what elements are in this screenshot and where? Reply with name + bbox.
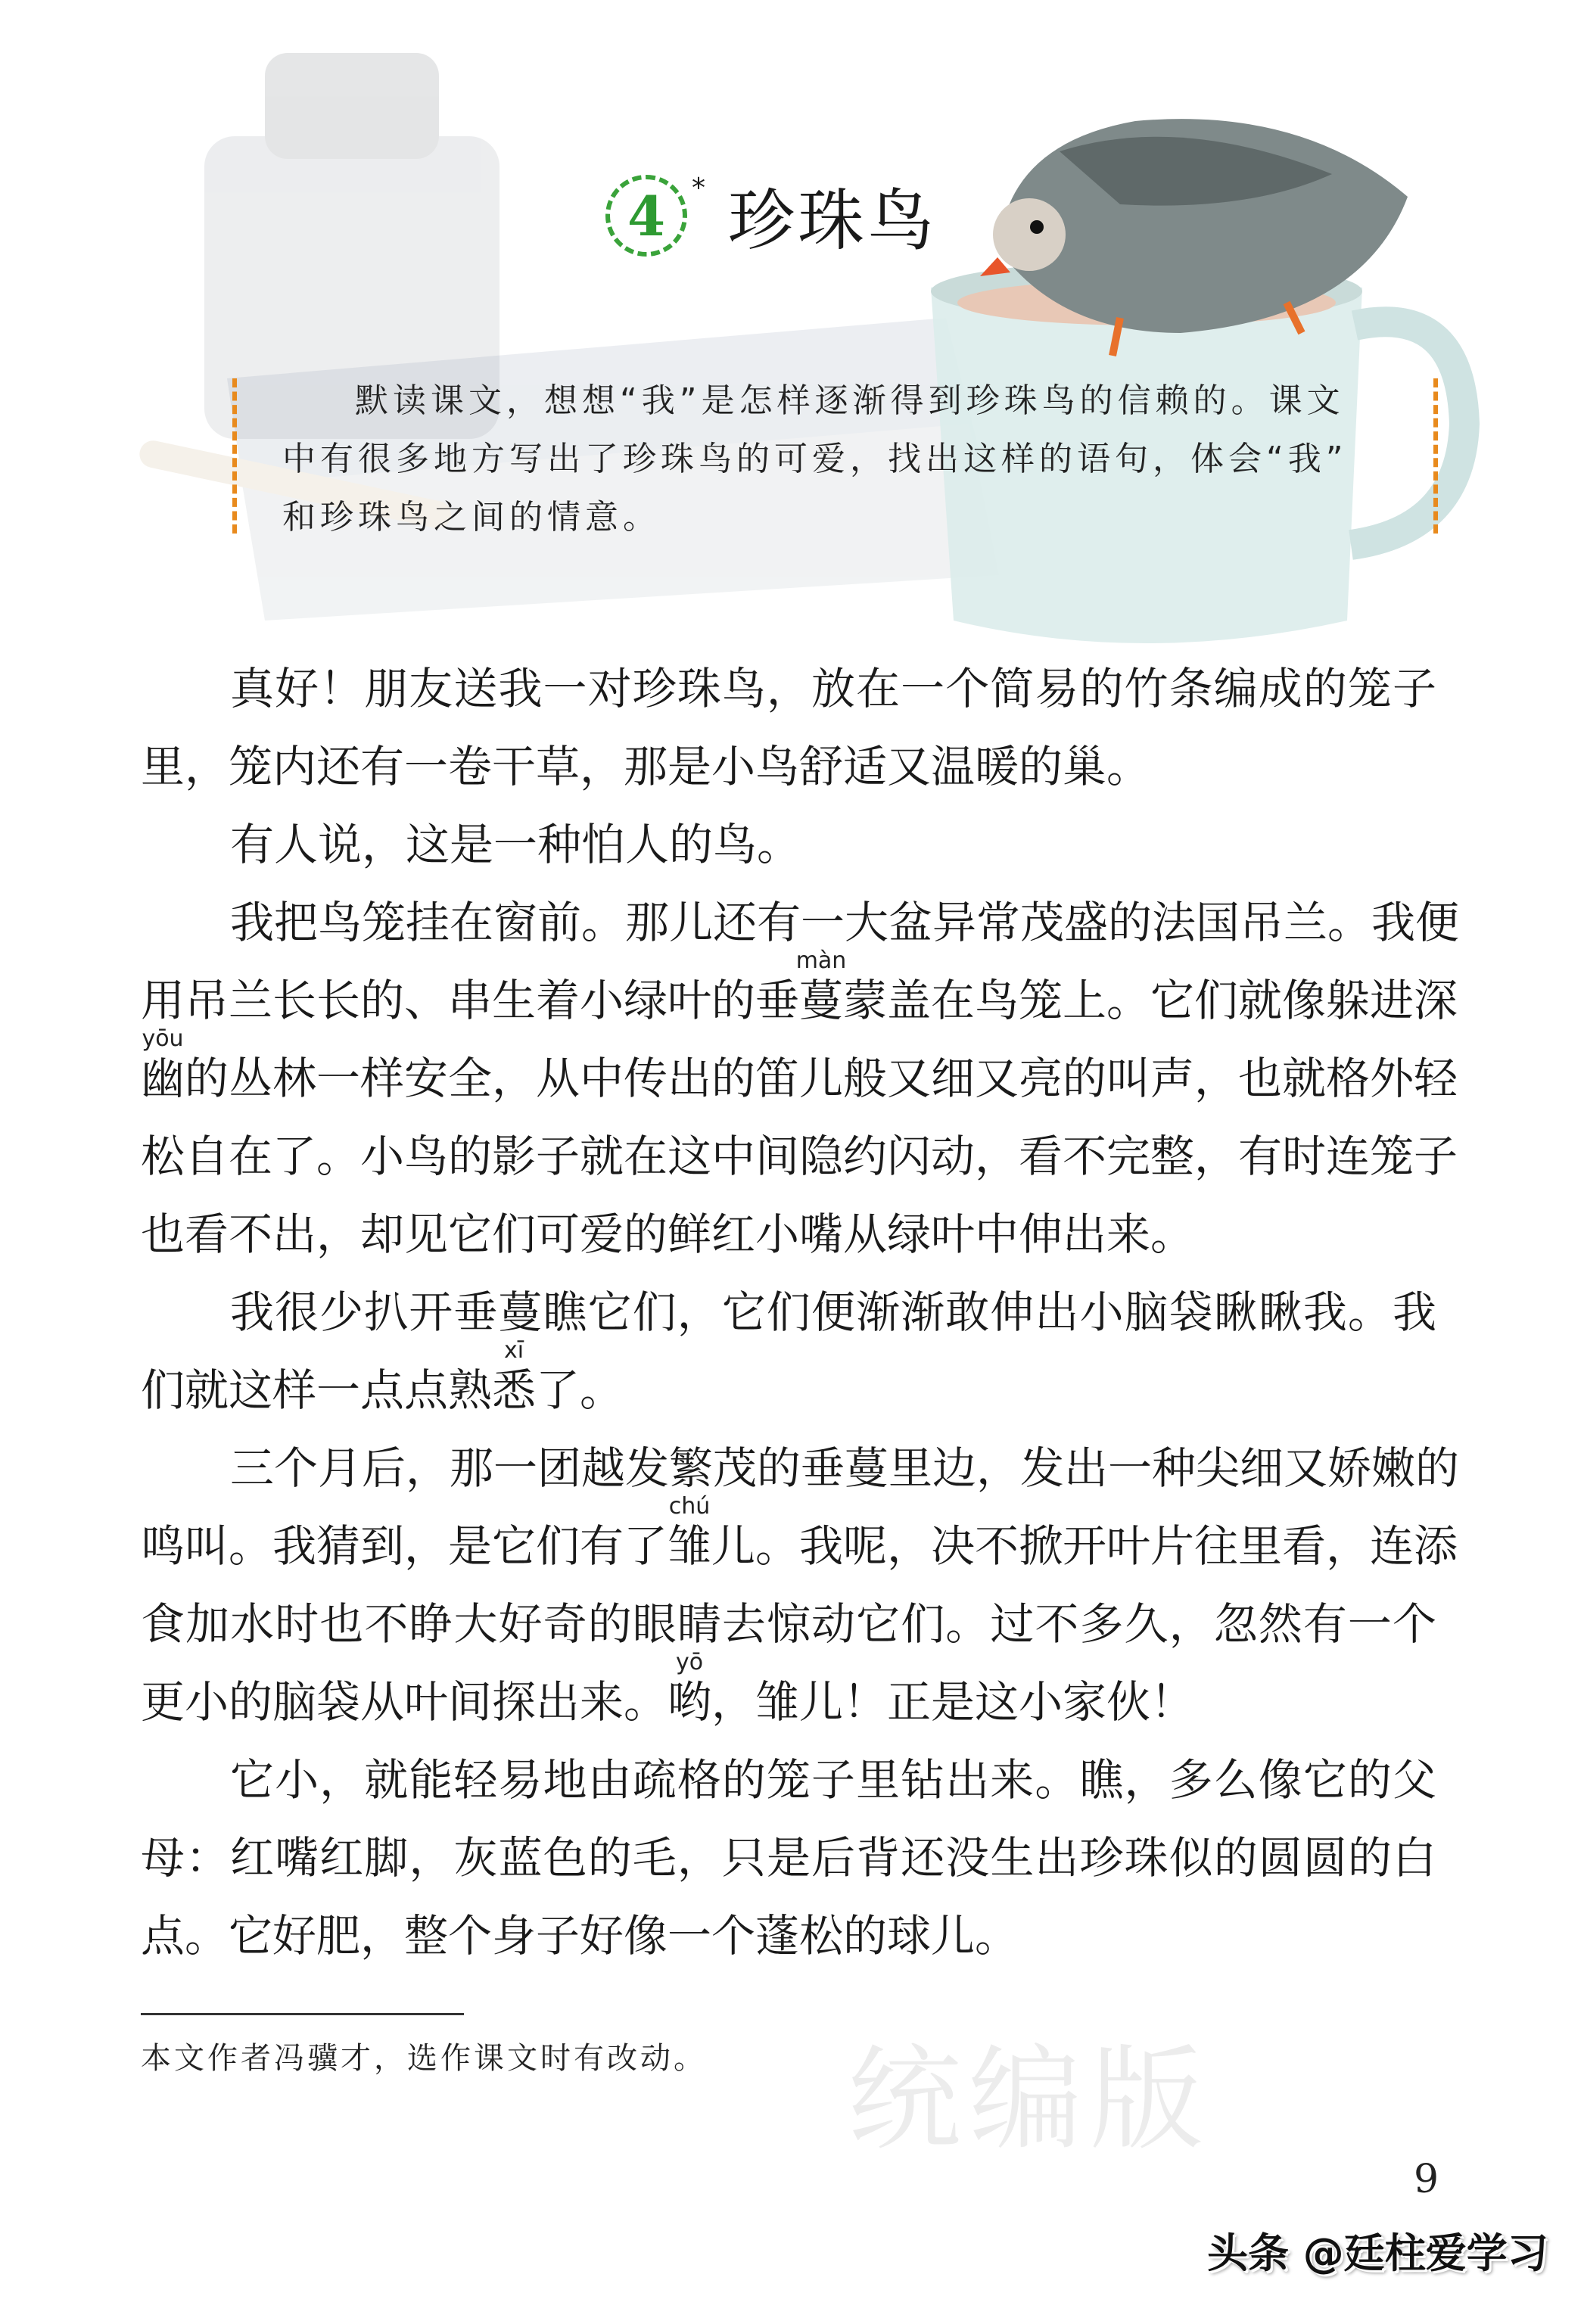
lesson-title: 珍珠鸟 [728,182,938,260]
self-study-mark: * [692,173,705,204]
text-line [141,1834,1436,1882]
text-line [141,1912,1436,1960]
text-line [141,1131,1458,1182]
page-number: 9 [1414,2157,1439,2202]
text-line-content: 我很少扒开垂蔓瞧它们，它们便渐渐敢伸出小脑袋瞅瞅我。我 [230,1286,1436,1338]
text-line-content: 它小，就能轻易地由疏格的笼子里钻出来。瞧，多么像它的父 [230,1754,1436,1806]
edition-watermark: 统编版 [848,2034,1212,2166]
text-line-content: 幽的丛林一样安全，从中传出的笛儿般又细又亮的叫声，也就格外轻 [141,1053,1458,1104]
text-line-content: 们就这样一点点熟悉了。 [141,1364,624,1416]
pinyin-annotation: yō [675,1649,704,1675]
text-line-content: 用吊兰长长的、串生着小绿叶的垂蔓蒙盖在鸟笼上。它们就像躲进深 [141,975,1458,1026]
text-line [141,1337,1436,1416]
text-line [141,1649,1436,1728]
text-line [141,820,1436,869]
text-line-content: 我把鸟笼挂在窗前。那儿还有一大盆异常茂盛的法国吊兰。我便 [230,897,1460,948]
reading-prompt-box [232,378,1438,537]
text-line [141,1288,1436,1336]
footnote: 本文作者冯骥才，选作课文时有改动。 [141,2041,707,2076]
prompt-line: 默读课文，想想“我”是怎样逐渐得到珍珠鸟的信赖的。课文 [355,381,1345,420]
prompt-line: 和珍珠鸟之间的情意。 [282,498,661,537]
pinyin-annotation: màn [795,947,847,974]
footnote-divider [141,2013,464,2015]
text-line-content: 鸣叫。我猜到，是它们有了雏儿。我呢，决不掀开叶片往里看，连添 [141,1520,1458,1572]
text-line [141,1600,1436,1648]
lesson-body-text [141,663,1460,1990]
text-line-content: 更小的脑袋从叶间探出来。哟，雏儿！正是这小家伙！ [141,1676,1195,1728]
text-line [141,897,1460,948]
text-line-content: 松自在了。小鸟的影子就在这中间隐约闪动，看不完整，有时连笼子 [141,1131,1458,1182]
text-line-content: 里，笼内还有一卷干草，那是小鸟舒适又温暖的巢。 [141,741,1151,792]
prompt-line: 中有很多地方写出了珍珠鸟的可爱，找出这样的语句，体会“我” [282,440,1348,478]
pinyin-annotation: chú [668,1493,711,1520]
text-line [141,1442,1460,1494]
lesson-number-badge: 4 [605,175,687,257]
lesson-heading [605,166,937,265]
text-line [141,742,1436,791]
text-line-content: 也看不出，却见它们可爱的鲜红小嘴从绿叶中伸出来。 [141,1209,1195,1260]
text-line [141,1756,1436,1804]
text-line-content: 有人说，这是一种怕人的鸟。 [230,819,801,870]
text-line-content: 三个月后，那一团越发繁茂的垂蔓里边，发出一种尖细又娇嫩的 [230,1442,1460,1494]
text-line-content: 真好！朋友送我一对珍珠鸟，放在一个简易的竹条编成的笼子 [230,663,1436,714]
text-line-content: 母：红嘴红脚，灰蓝色的毛，只是后背还没生出珍珠似的圆圆的白 [141,1832,1436,1884]
text-line [141,947,1458,1026]
text-line [141,1493,1458,1572]
text-line [141,1210,1436,1258]
pinyin-annotation: xī [503,1337,524,1364]
text-line-content: 食加水时也不睁大好奇的眼睛去惊动它们。过不多久，忽然有一个 [141,1598,1436,1650]
pinyin-annotation: yōu [142,1025,184,1052]
source-watermark: 头条 @廷柱爱学习 [1207,2229,1548,2277]
text-line [141,664,1436,713]
text-line [141,1025,1458,1104]
text-line-content: 点。它好肥，整个身子好像一个蓬松的球儿。 [141,1910,1019,1962]
